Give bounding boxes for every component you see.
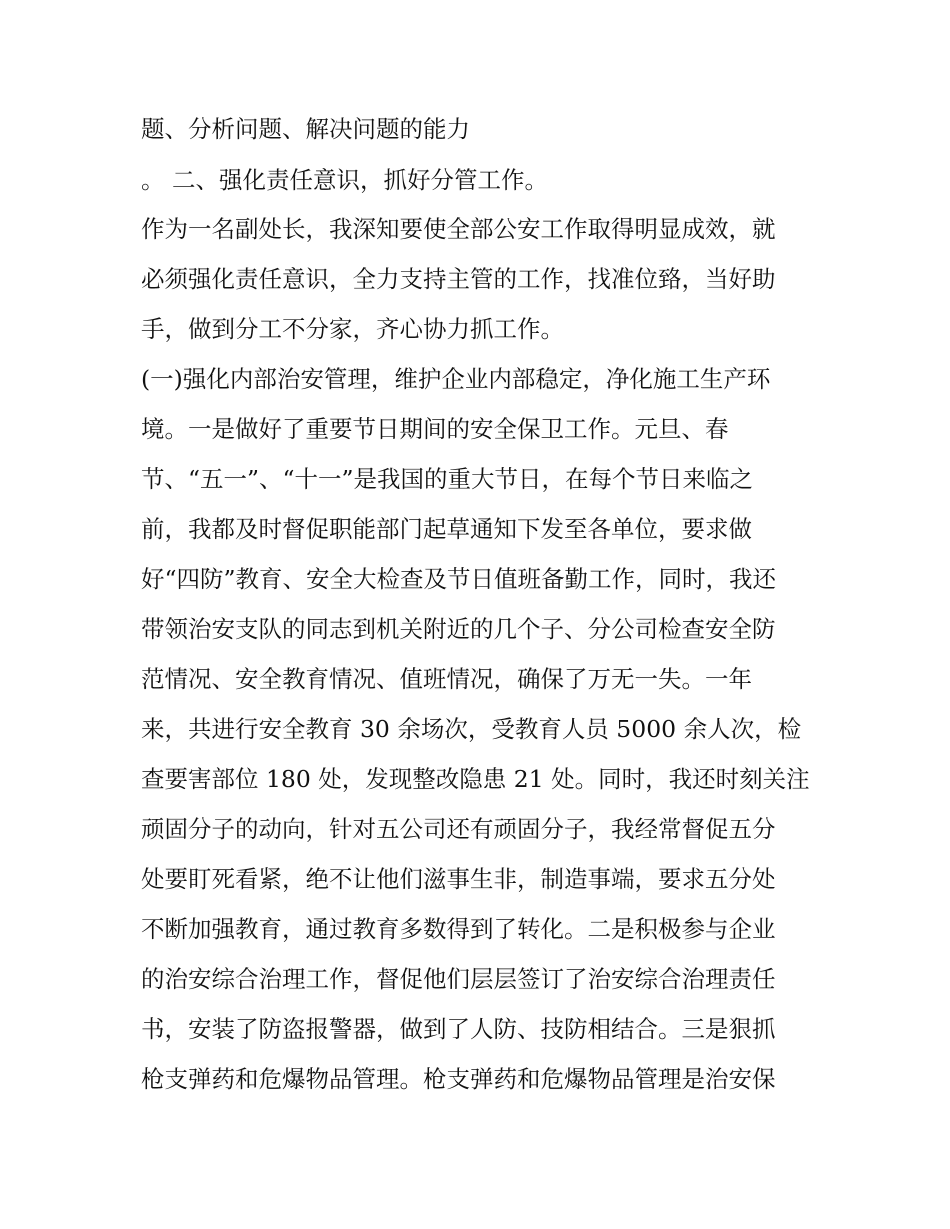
text-line-9: 前，我都及时督促职能部门起草通知下发至各单位，要求做 bbox=[141, 515, 752, 543]
text-line-14: 查要害部位 180 处，发现整改隐患 21 处。同时，我还时刻关注 bbox=[141, 765, 810, 793]
text-line-11: 带领治安支队的同志到机关附近的几个子、分公司检查安全防 bbox=[141, 615, 776, 643]
text-line-10: 好“四防”教育、安全大检查及节日值班备勤工作，同时，我还 bbox=[141, 565, 777, 593]
text-line-7: 境。一是做好了重要节日期间的安全保卫工作。元旦、春 bbox=[141, 415, 729, 443]
text-line-3: 作为一名副处长，我深知要使全部公安工作取得明显成效，就 bbox=[141, 215, 776, 243]
text-line-18: 的治安综合治理工作，督促他们层层签订了治安综合治理责任 bbox=[141, 965, 776, 993]
text-line-6: (一)强化内部治安管理，维护企业内部稳定，净化施工生产环 bbox=[141, 365, 771, 393]
text-line-15: 顽固分子的动向，针对五公司还有顽固分子，我经常督促五分 bbox=[141, 815, 776, 843]
text-line-4: 必须强化责任意识，全力支持主管的工作，找准位臵，当好助 bbox=[141, 265, 776, 293]
text-line-19: 书，安装了防盗报警器，做到了人防、技防相结合。三是狠抓 bbox=[141, 1015, 776, 1043]
text-line-20: 枪支弹药和危爆物品管理。枪支弹药和危爆物品管理是治安保 bbox=[141, 1065, 776, 1093]
text-line-12: 范情况、安全教育情况、值班情况，确保了万无一失。一年 bbox=[141, 665, 752, 693]
text-line-8: 节、“五一”、“十一”是我国的重大节日，在每个节日来临之 bbox=[141, 465, 754, 493]
text-line-5: 手，做到分工不分家，齐心协力抓工作。 bbox=[141, 315, 564, 343]
text-line-16: 处要盯死看紧，绝不让他们滋事生非，制造事端，要求五分处 bbox=[141, 865, 776, 893]
text-line-2: 。 二、强化责任意识，抓好分管工作。 bbox=[141, 166, 548, 194]
text-line-17: 不断加强教育，通过教育多数得到了转化。二是积极参与企业 bbox=[141, 915, 776, 943]
text-line-1: 题、分析问题、解决问题的能力 bbox=[141, 115, 470, 143]
text-line-13: 来，共进行安全教育 30 余场次，受教育人员 5000 余人次，检 bbox=[141, 715, 802, 743]
